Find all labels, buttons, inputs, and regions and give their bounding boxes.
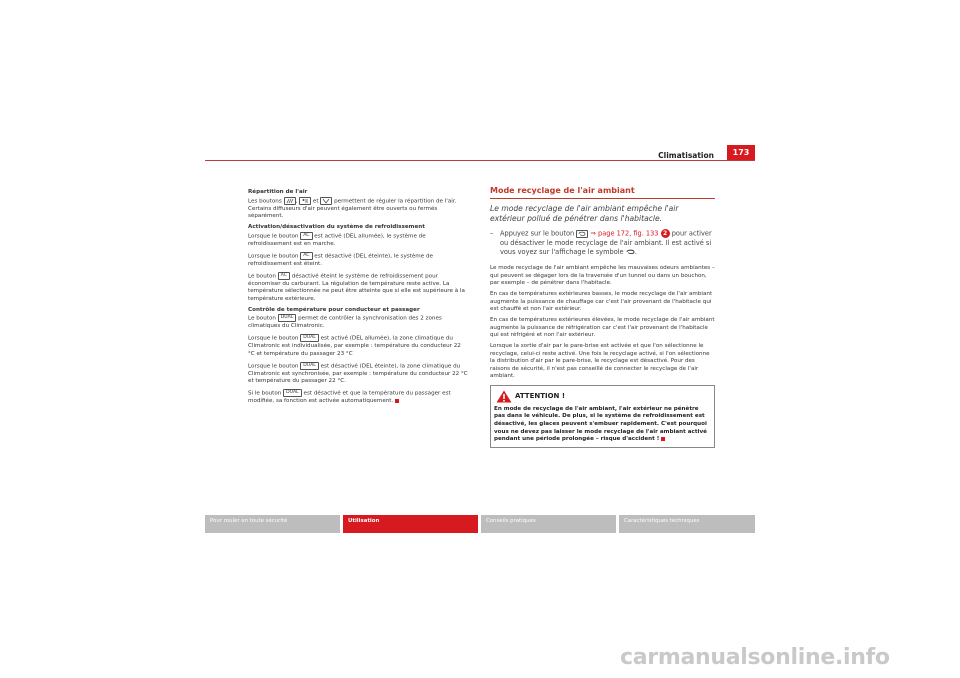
paragraph-air-distribution: Les boutons , et permettent de réguler la répartition de l'air. Certains diffuseurs d'air peuvent également être ouverts ou fermés séparément. xyxy=(248,198,457,219)
paragraph-recirc-cold: En cas de températures extérieures basses, le mode recyclage de l'air ambiant augmente la puissance de chauffage car c'est l'air provenant de l'habitacle qui est chauffé et non l'air extérieur. xyxy=(490,291,713,313)
left-column xyxy=(248,189,468,409)
section-rule xyxy=(490,198,715,199)
end-of-section-marker xyxy=(661,437,665,441)
paragraph-recirc-windshield: Lorsque la sortie d'air par le pare-brise est activée et que l'on sélectionne le recyclage, celui-ci reste activé. Une fois le recyclage activé, si l'on sélectionne la distribution d'air par le pare-brise, le recyclage est désactivé. Pour des raisons de sécurité, il n'est pas conseillé de connecter le recyclage de l'air ambiant. xyxy=(490,343,710,380)
footer-tab-technical-specs[interactable]: Caractéristiques techniques xyxy=(619,515,755,533)
page-number: 173 xyxy=(727,145,755,161)
paragraph-dual-off: Lorsque le bouton DUAL est désactivé (DEL éteinte), la zone climatique du Climatronic est synchronisée, par exemple : température du conducteur 22 °C et température du passager 22 °C. xyxy=(248,362,468,384)
footwell-vent-icon xyxy=(320,197,332,205)
instruction-step: – Appuyez sur le bouton ⇒ page 172, fig. 133 2 pour activer ou désactiver le mode recyclage de l'air ambiant. Il est activé si vous voyez sur l'affichage le symbole . xyxy=(490,229,712,257)
warning-title: ATTENTION ! xyxy=(515,391,566,400)
dual-key: DUAL xyxy=(300,334,319,342)
dual-key: DUAL xyxy=(278,314,297,322)
footer-tab-usage[interactable]: Utilisation xyxy=(343,515,478,533)
ac-key: AC xyxy=(300,232,312,240)
footer-tab-practical-tips[interactable]: Conseils pratiques xyxy=(481,515,616,533)
section-title: Mode recyclage de l'air ambiant xyxy=(490,186,635,195)
figure-callout: 2 xyxy=(661,229,670,238)
paragraph-ac-off: Lorsque le bouton AC est désactivé (DEL éteinte), le système de refroidissement est éteint. xyxy=(248,252,433,267)
page-reference-link[interactable]: ⇒ page 172, fig. 133 xyxy=(590,229,659,238)
ac-key: AC xyxy=(278,272,290,280)
paragraph-recirc-odors: Le mode recyclage de l'air ambiant empêche les mauvaises odeurs ambiantes – qui peuvent se dégager lors de la traversée d'un tunnel ou dans un bouchon, par exemple – de pénétrer dans l'habitacle. xyxy=(490,265,715,287)
recirculation-button-icon xyxy=(576,230,588,238)
windshield-vent-icon xyxy=(284,197,296,205)
paragraph-dual-intro: Le bouton DUAL permet de contrôler la synchronisation des 2 zones climatiques du Climatronic. xyxy=(248,315,442,329)
ac-key: AC xyxy=(300,252,312,260)
dual-key: DUAL xyxy=(283,389,302,397)
paragraph-recirc-hot: En cas de températures extérieures élevées, le mode recyclage de l'air ambiant augmente la puissance de réfrigération car c'est l'air provenant de l'habitacle qui est réfrigéré et non l'air extérieur. xyxy=(490,317,715,339)
end-of-section-marker xyxy=(395,399,399,403)
section-intro: Le mode recyclage de l'air ambiant empêche l'air extérieur pollué de pénétrer dans l'habitacle. xyxy=(490,204,679,223)
warning-header xyxy=(491,390,714,404)
warning-body: En mode de recyclage de l'air ambiant, l'air extérieur ne pénètre pas dans le véhicule. De plus, si le système de refroidissement est désactivé, les glaces peuvent s'embuer rapidement. C'est pourquoi vous ne devez pas laisser le mode recyclage de l'air ambiant activé pendant une période prolongée – risque d'accident ! xyxy=(494,405,707,443)
header-rule xyxy=(205,160,755,161)
page-header-title: Climatisation xyxy=(658,151,714,160)
paragraph-ac-on: Lorsque le bouton AC est activé (DEL allumée), le système de refroidissement est en marche. xyxy=(248,232,426,247)
face-vent-icon xyxy=(299,197,311,205)
heading-air-distribution: Répartition de l'air xyxy=(248,189,308,195)
dual-key: DUAL xyxy=(300,362,319,370)
right-column xyxy=(490,186,715,448)
heading-temperature-control: Contrôle de température pour conducteur et passager xyxy=(248,306,420,313)
paragraph-ac-eco: Le bouton AC désactivé éteint le système de refroidissement pour économiser du carburant. La régulation de température reste active. La température sélectionnée ne peut être atteinte que si elle est supérieure à la température extérieure. xyxy=(248,272,465,302)
warning-triangle-icon xyxy=(496,390,512,403)
watermark: carmanualsonline.info xyxy=(620,645,890,670)
footer-tab-safety[interactable]: Pour rouler en toute sécurité xyxy=(205,515,340,533)
paragraph-dual-auto: Si le bouton DUAL est désactivé et que la température du passager est modifiée, sa fonction est activée automatiquement. xyxy=(248,390,451,404)
recirculation-symbol-icon xyxy=(626,249,635,255)
paragraph-dual-on: Lorsque le bouton DUAL est activé (DEL allumée), la zone climatique du Climatronic est individualisée, par exemple : température du conducteur 22 °C et température du passager 23 °C xyxy=(248,335,461,357)
heading-cooling-system: Activation/désactivation du système de refroidissement xyxy=(248,224,425,230)
warning-box xyxy=(490,385,715,448)
